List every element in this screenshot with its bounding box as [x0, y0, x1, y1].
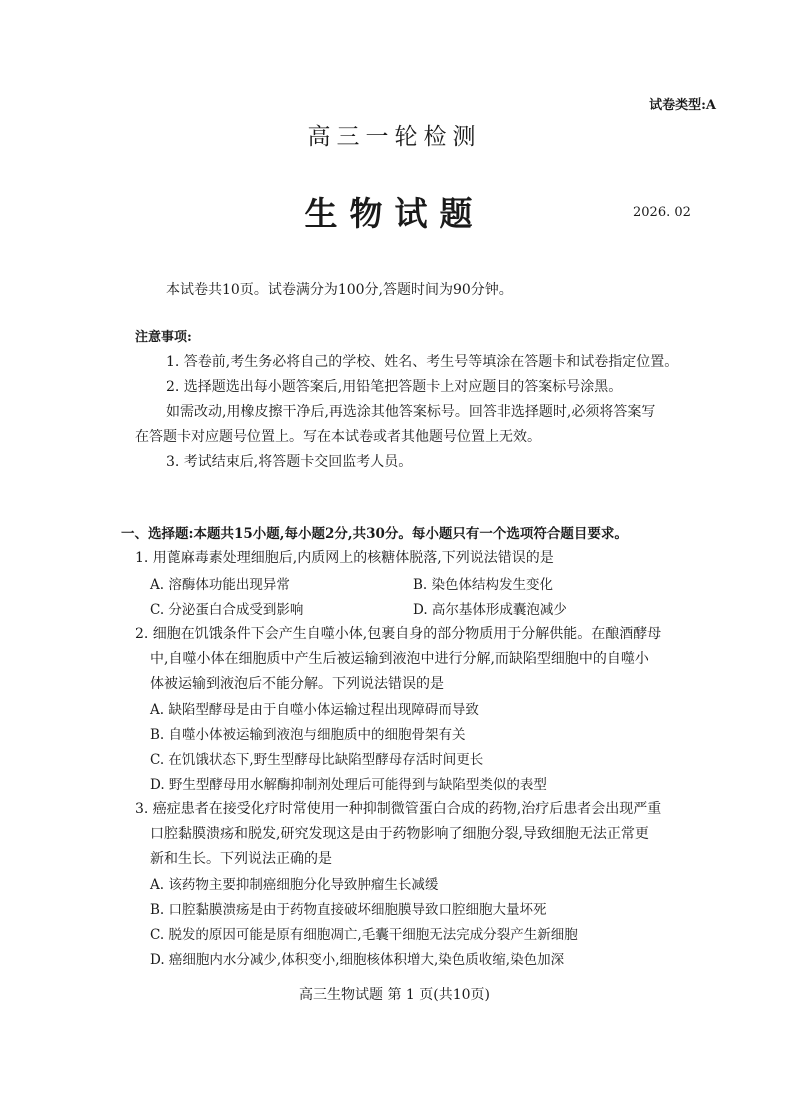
question-option: B. 口腔黏膜溃疡是由于药物直接破坏细胞膜导致口腔细胞大量坏死 [150, 902, 547, 918]
question-option: C. 脱发的原因可能是原有细胞凋亡,毛囊干细胞无法完成分裂产生新细胞 [150, 927, 578, 943]
question-option: C. 在饥饿状态下,野生型酵母比缺陷型酵母存活时间更长 [150, 752, 484, 768]
section-heading: 一、选择题:本题共15小题,每小题2分,共30分。每小题只有一个选项符合题目要求。 [121, 526, 628, 542]
question-stem: 2. 细胞在饥饿条件下会产生自噬小体,包裹自身的部分物质用于分解供能。在酿酒酵母 [135, 626, 662, 642]
note-line: 3. 考试结束后,将答题卡交回监考人员。 [166, 454, 413, 470]
subject-title: 生物试题 [304, 194, 485, 233]
note-line: 在答题卡对应题号位置上。写在本试卷或者其他题号位置上无效。 [135, 429, 541, 445]
question-stem: 中,自噬小体在细胞质中产生后被运输到液泡中进行分解,而缺陷型细胞中的自噬小 [150, 651, 649, 667]
question-option: B. 自噬小体被运输到液泡与细胞质中的细胞骨架有关 [150, 727, 466, 743]
paper-type: 试卷类型:A [649, 98, 716, 113]
question-option: A. 溶酶体功能出现异常 [150, 577, 290, 593]
question-option: B. 染色体结构发生变化 [413, 577, 554, 593]
question-option: A. 缺陷型酵母是由于自噬小体运输过程出现障碍而导致 [150, 702, 479, 718]
intro-text: 本试卷共10页。试卷满分为100分,答题时间为90分钟。 [166, 282, 513, 298]
note-line: 1. 答卷前,考生务必将自己的学校、姓名、考生号等填涂在答题卡和试卷指定位置。 [166, 354, 679, 370]
page-footer: 高三生物试题 第 1 页(共10页) [299, 987, 490, 1003]
exam-title: 高三一轮检测 [307, 124, 482, 150]
question-option: D. 癌细胞内水分减少,体积变小,细胞核体积增大,染色质收缩,染色加深 [150, 952, 565, 968]
question-stem: 3. 癌症患者在接受化疗时常使用一种抑制微管蛋白合成的药物,治疗后患者会出现严重 [135, 801, 662, 817]
notes-heading: 注意事项: [135, 330, 192, 345]
exam-date: 2026. 02 [633, 205, 691, 220]
question-stem: 体被运输到液泡后不能分解。下列说法错误的是 [150, 676, 444, 692]
question-option: A. 该药物主要抑制癌细胞分化导致肿瘤生长减缓 [150, 877, 439, 893]
note-line: 如需改动,用橡皮擦干净后,再选涂其他答案标号。回答非选择题时,必须将答案写 [166, 404, 656, 420]
question-option: D. 高尔基体形成囊泡减少 [413, 602, 567, 618]
note-line: 2. 选择题选出每小题答案后,用铅笔把答题卡上对应题目的答案标号涂黑。 [166, 379, 623, 395]
question-stem: 新和生长。下列说法正确的是 [150, 851, 332, 867]
question-option: D. 野生型酵母用水解酶抑制剂处理后可能得到与缺陷型类似的表型 [150, 777, 547, 793]
question-stem: 口腔黏膜溃疡和脱发,研究发现这是由于药物影响了细胞分裂,导致细胞无法正常更 [150, 826, 649, 842]
question-stem: 1. 用蓖麻毒素处理细胞后,内质网上的核糖体脱落,下列说法错误的是 [135, 550, 554, 566]
question-option: C. 分泌蛋白合成受到影响 [150, 602, 304, 618]
